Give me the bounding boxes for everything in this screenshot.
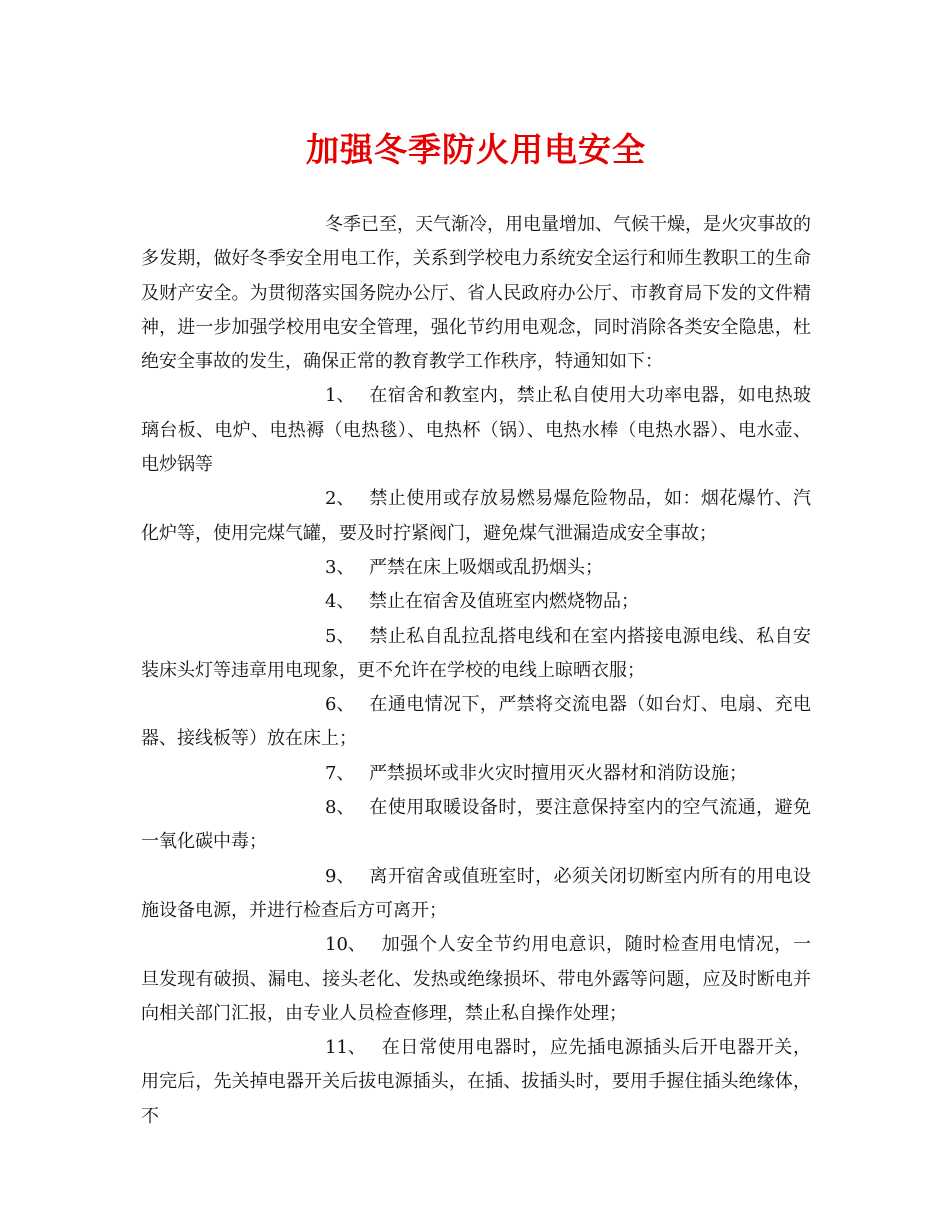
list-item bbox=[141, 379, 811, 482]
item-number: 2、 bbox=[325, 488, 355, 510]
item-number: 9、 bbox=[325, 865, 355, 887]
item-number: 3、 bbox=[325, 556, 355, 578]
item-text: 严禁损坏或非火灾时擅用灭火器材和消防设施； bbox=[369, 762, 747, 784]
list-item bbox=[141, 860, 811, 929]
item-text: 在日常使用电器时，应先插电源插头后开电器开关，用完后，先关掉电器开关后拔电源插头，在插、拔插头时，要用手握住插头绝缘体，不 bbox=[141, 1037, 811, 1127]
item-number: 1、 bbox=[325, 385, 355, 407]
list-item bbox=[141, 757, 811, 791]
item-number: 6、 bbox=[325, 694, 355, 716]
item-number: 5、 bbox=[325, 625, 355, 647]
list-item bbox=[141, 688, 811, 757]
item-number: 7、 bbox=[325, 762, 355, 784]
list-item bbox=[141, 928, 811, 1031]
item-number: 10、 bbox=[325, 934, 366, 956]
intro-paragraph: 冬季已至，天气渐冷，用电量增加、气候干燥，是火灾事故的多发期，做好冬季安全用电工作，关系到学校电力系统安全运行和师生教职工的生命及财产安全。为贯彻落实国务院办公厅、省人民政府办公厅、市教育局下发的文件精神，进一步加强学校用电安全管理，强化节约用电观念，同时消除各类安全隐患，杜绝安全事故的发生，确保正常的教育教学工作秩序，特通知如下： bbox=[141, 214, 811, 373]
list-item bbox=[141, 585, 811, 619]
list-item bbox=[141, 482, 811, 551]
item-text: 离开宿舍或值班室时，必须关闭切断室内所有的用电设施设备电源，并进行检查后方可离开； bbox=[141, 865, 811, 921]
item-text: 加强个人安全节约用电意识，随时检查用电情况，一旦发现有破损、漏电、接头老化、发热或绝缘损坏、带电外露等问题，应及时断电并向相关部门汇报，由专业人员检查修理，禁止私自操作处理； bbox=[141, 934, 811, 1024]
list-item bbox=[141, 551, 811, 585]
item-text: 在通电情况下，严禁将交流电器（如台灯、电扇、充电器、接线板等）放在床上； bbox=[141, 694, 811, 750]
item-text: 严禁在床上吸烟或乱扔烟头； bbox=[369, 556, 603, 578]
document-page bbox=[141, 120, 811, 1134]
item-text: 禁止使用或存放易燃易爆危险物品，如：烟花爆竹、汽化炉等，使用完煤气罐，要及时拧紧阀门，避免煤气泄漏造成安全事故； bbox=[141, 488, 811, 544]
item-text: 在使用取暖设备时，要注意保持室内的空气流通，避免一氧化碳中毒； bbox=[141, 797, 811, 853]
list-item bbox=[141, 1031, 811, 1134]
list-item bbox=[141, 791, 811, 860]
item-text: 禁止在宿舍及值班室内燃烧物品； bbox=[369, 591, 639, 613]
document-title: 加强冬季防火用电安全 bbox=[306, 130, 646, 169]
item-number: 11、 bbox=[325, 1037, 366, 1059]
item-number: 8、 bbox=[325, 797, 355, 819]
list-item bbox=[141, 620, 811, 689]
item-text: 在宿舍和教室内，禁止私自使用大功率电器，如电热玻璃台板、电炉、电热褥（电热毯）、电热杯（锅）、电热水棒（电热水器）、电水壶、电炒锅等 bbox=[141, 385, 811, 476]
item-text: 禁止私自乱拉乱搭电线和在室内搭接电源电线、私自安装床头灯等违章用电现象，更不允许在学校的电线上晾晒衣服； bbox=[141, 625, 811, 681]
item-number: 4、 bbox=[325, 591, 355, 613]
